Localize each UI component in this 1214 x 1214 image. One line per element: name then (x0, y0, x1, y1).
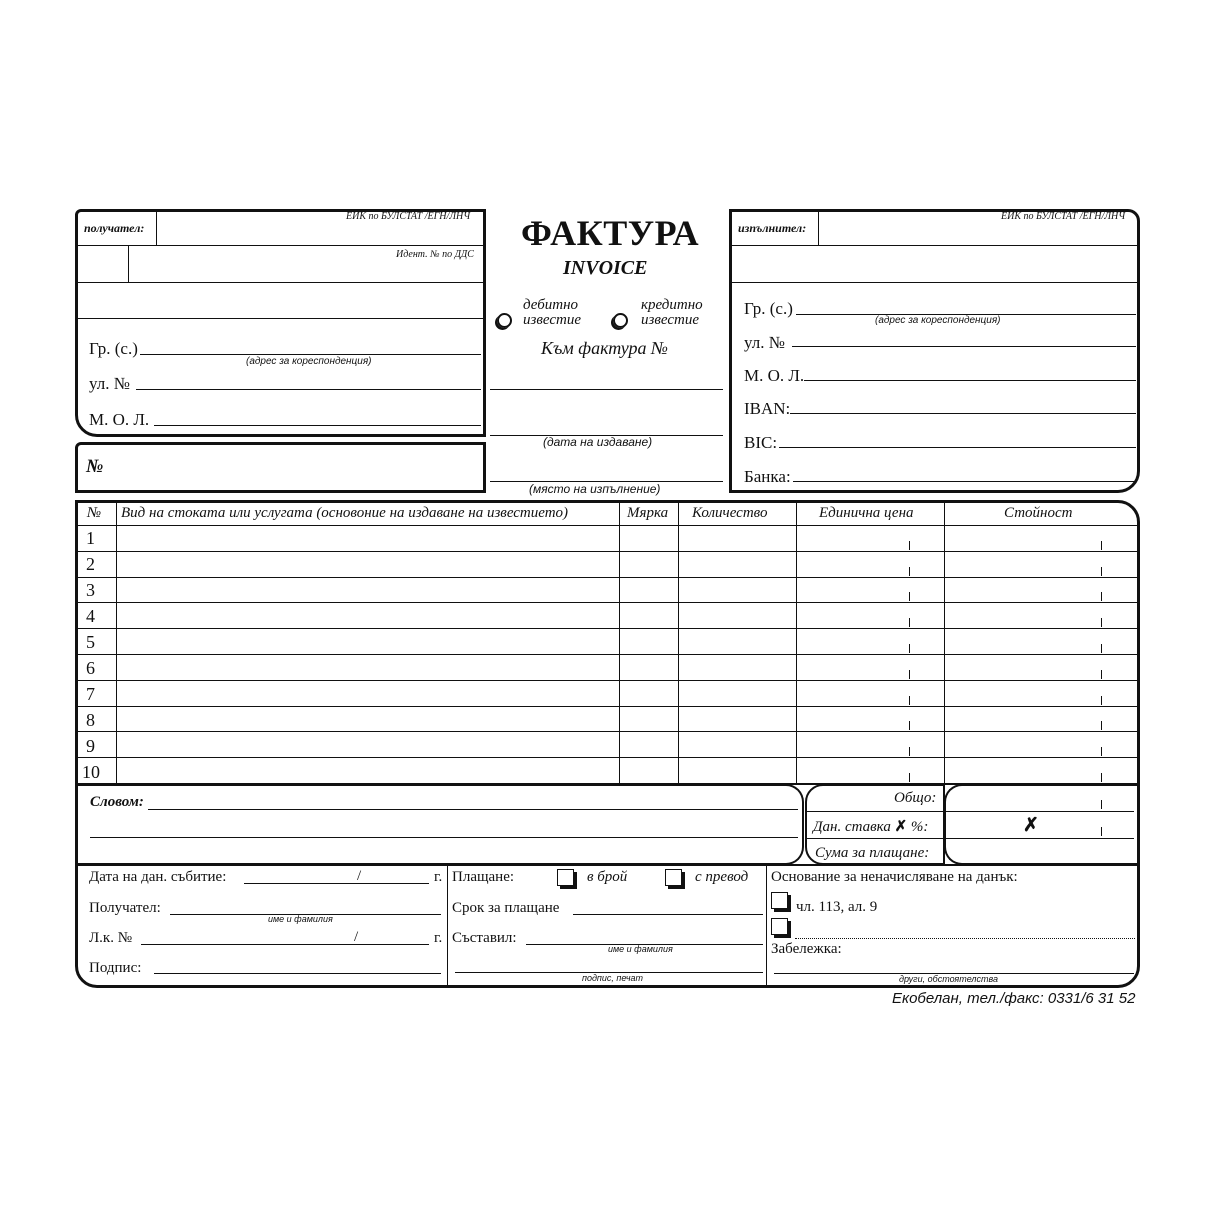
id-card-label: Л.к. № (89, 930, 133, 946)
divider (731, 282, 1138, 283)
decimal-tick (909, 670, 910, 679)
compiled-label: Съставил: (452, 930, 517, 946)
recipient-label: получател: (84, 221, 145, 235)
event-date-year: г. (434, 869, 443, 885)
divider (619, 502, 620, 784)
supplier-bank-field[interactable] (793, 481, 1136, 482)
supplier-mol-label: М. О. Л. (744, 366, 805, 385)
table-row: 5 (86, 632, 95, 652)
recipient-eik-label: ЕИК по БУЛСТАТ /ЕГН/ЛНЧ (346, 211, 471, 222)
decimal-tick (1101, 541, 1102, 550)
tax-value-mark: ✗ (1023, 815, 1039, 836)
divider (76, 245, 484, 246)
decimal-tick (1101, 567, 1102, 576)
col-header-no: № (87, 505, 102, 521)
due-field[interactable] (573, 914, 763, 915)
divider (116, 502, 117, 784)
words-field-2[interactable] (90, 837, 798, 838)
words-field[interactable] (148, 809, 798, 810)
event-date-field[interactable] (244, 883, 429, 884)
divider (156, 211, 157, 245)
table-row: 2 (86, 554, 95, 574)
divider (76, 282, 484, 283)
row-divider (77, 731, 1138, 732)
transfer-label: с превод (695, 869, 749, 885)
note-label: Забележка: (771, 941, 842, 957)
decimal-tick (909, 773, 910, 782)
divider (806, 838, 944, 839)
row-divider (77, 706, 1138, 707)
col-header-quantity: Количество (692, 505, 768, 521)
supplier-address-hint: (адрес за кореспонденция) (875, 315, 1001, 326)
supplier-city-label: Гр. (с.) (744, 299, 793, 318)
totals-values-box (944, 784, 1140, 865)
supplier-bic-field[interactable] (779, 447, 1136, 448)
exemption-label: Основание за неначисляване на данък: (771, 869, 1018, 885)
supplier-iban-field[interactable] (790, 413, 1136, 414)
document-title: ФАКТУРА (521, 213, 700, 253)
transfer-checkbox[interactable] (665, 869, 682, 886)
to-invoice-label: Към фактура № (541, 338, 669, 358)
credit-notice-radio[interactable] (613, 313, 628, 328)
total-label: Общо: (894, 790, 937, 806)
decimal-tick (909, 721, 910, 730)
divider (447, 865, 448, 986)
decimal-tick (909, 644, 910, 653)
tax-rate-label: Дан. ставка ✗ %: (813, 819, 929, 835)
to-invoice-field[interactable] (490, 389, 723, 390)
signature-field[interactable] (154, 973, 441, 974)
decimal-tick (909, 618, 910, 627)
name-hint: име и фамилия (268, 914, 333, 924)
decimal-tick (909, 592, 910, 601)
decimal-tick (1101, 644, 1102, 653)
supplier-bic-label: BIC: (744, 433, 778, 452)
table-row: 1 (86, 528, 95, 548)
supplier-street-field[interactable] (792, 346, 1136, 347)
divider (946, 838, 1134, 839)
recipient-vat-label: Идент. № по ДДС (396, 249, 474, 260)
decimal-tick (1101, 618, 1102, 627)
document-subtitle: INVOICE (563, 257, 648, 279)
credit-notice-label: кредитно известие (641, 297, 703, 328)
debit-notice-radio[interactable] (497, 313, 512, 328)
table-row: 10 (82, 762, 100, 782)
divider (806, 811, 944, 812)
decimal-tick (1101, 773, 1102, 782)
debit-notice-label: дебитно известие (523, 297, 581, 328)
place-hint: (място на изпълнение) (529, 482, 661, 496)
recipient-street-field[interactable] (136, 389, 481, 390)
words-box (75, 784, 804, 865)
divider (77, 864, 1138, 866)
decimal-tick (1101, 592, 1102, 601)
decimal-tick (909, 696, 910, 705)
row-divider (77, 551, 1138, 552)
supplier-box (729, 209, 1140, 493)
decimal-tick (909, 541, 910, 550)
col-header-description: Вид на стоката или услугата (основоние на издаване на известието) (121, 505, 569, 521)
divider (818, 211, 819, 245)
decimal-tick (909, 567, 910, 576)
number-box (75, 442, 486, 493)
other-field[interactable] (795, 938, 1135, 939)
row-divider (77, 654, 1138, 655)
supplier-mol-field[interactable] (804, 380, 1136, 381)
decimal-tick (1101, 800, 1102, 809)
article-label: чл. 113, ал. 9 (796, 899, 878, 915)
row-divider (77, 680, 1138, 681)
number-label: № (86, 456, 104, 477)
divider (731, 245, 1138, 246)
table-row: 3 (86, 580, 95, 600)
recipient-box (75, 209, 486, 437)
compiled-name-hint: име и фамилия (608, 944, 673, 954)
row-divider (77, 602, 1138, 603)
table-row: 7 (86, 684, 95, 704)
footer-recipient-label: Получател: (89, 900, 161, 916)
due-label: Срок за плащане (452, 900, 560, 916)
divider (946, 811, 1134, 812)
table-row: 9 (86, 736, 95, 756)
recipient-street-label: ул. № (89, 374, 130, 393)
cash-label: в брой (587, 869, 628, 885)
supplier-street-label: ул. № (744, 333, 785, 352)
issue-date-hint: (дата на издаване) (543, 435, 653, 449)
supplier-bank-label: Банка: (744, 467, 791, 486)
event-date-slash: / (357, 868, 362, 884)
recipient-mol-label: М. О. Л. (89, 410, 150, 429)
decimal-tick (1101, 721, 1102, 730)
divider (76, 318, 484, 319)
id-card-slash: / (354, 929, 359, 945)
row-divider (77, 577, 1138, 578)
decimal-tick (1101, 696, 1102, 705)
supplier-eik-label: ЕИК по БУЛСТАТ /ЕГН/ЛНЧ (1001, 211, 1126, 222)
article-checkbox[interactable] (771, 892, 788, 909)
divider (796, 502, 797, 784)
publisher-info: Екобелан, тел./факс: 0331/6 31 52 (892, 990, 1136, 1007)
supplier-label: изпълнител: (738, 221, 807, 235)
id-card-field[interactable] (141, 944, 429, 945)
cash-checkbox[interactable] (557, 869, 574, 886)
divider (77, 525, 1138, 526)
recipient-city-field[interactable] (140, 354, 481, 355)
signature-label: Подпис: (89, 960, 142, 976)
payable-label: Сума за плащане: (815, 845, 930, 861)
event-date-label: Дата на дан. събитие: (89, 869, 227, 885)
decimal-tick (909, 747, 910, 756)
divider (944, 502, 945, 784)
recipient-city-label: Гр. (с.) (89, 339, 138, 358)
words-label: Словом: (90, 794, 144, 810)
supplier-iban-label: IBAN: (744, 399, 791, 418)
divider (128, 245, 129, 282)
table-row: 4 (86, 606, 95, 626)
table-row: 8 (86, 710, 95, 730)
decimal-tick (1101, 670, 1102, 679)
decimal-tick (1101, 827, 1102, 836)
sign-stamp-hint: подпис, печат (582, 973, 644, 983)
decimal-tick (1101, 747, 1102, 756)
col-header-value: Стойност (1004, 505, 1073, 521)
row-divider (77, 628, 1138, 629)
recipient-address-hint: (адрес за кореспонденция) (246, 356, 372, 367)
divider (766, 865, 767, 986)
divider (678, 502, 679, 784)
id-card-year: г. (434, 930, 443, 946)
row-divider (77, 757, 1138, 758)
payment-label: Плащане: (452, 869, 515, 885)
other-hint: други, обстоятелства (899, 974, 998, 984)
col-header-unit: Мярка (627, 505, 669, 521)
recipient-mol-field[interactable] (154, 425, 481, 426)
other-checkbox[interactable] (771, 918, 788, 935)
table-row: 6 (86, 658, 95, 678)
col-header-unit-price: Единична цена (819, 505, 914, 521)
